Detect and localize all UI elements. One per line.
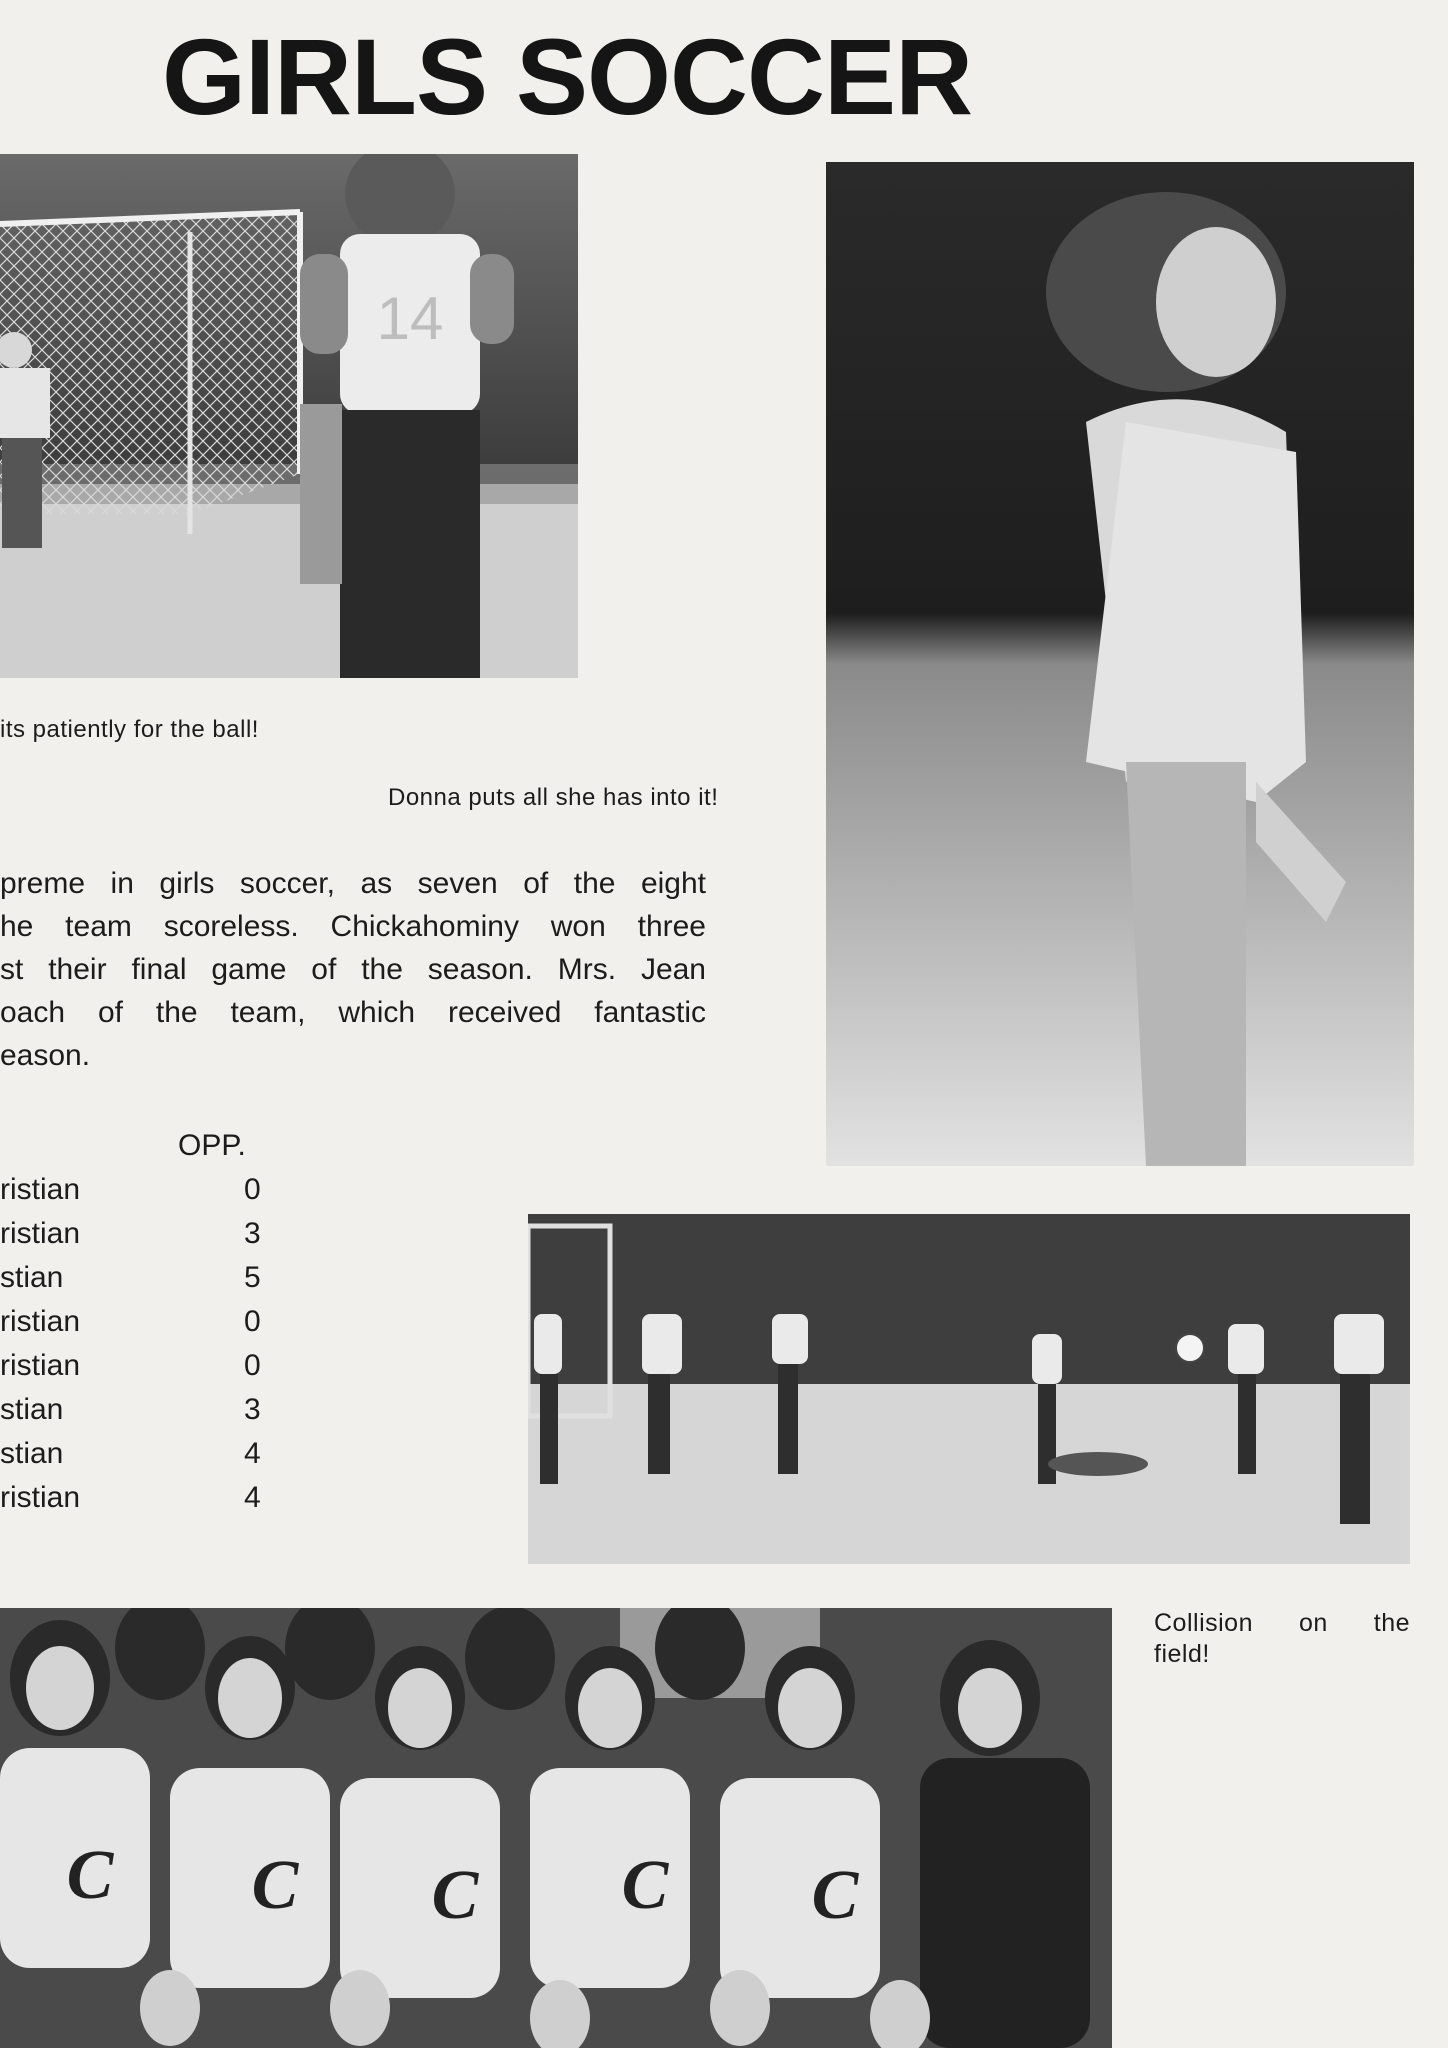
story-line: st their final game of the season. Mrs. Jean: [0, 953, 706, 986]
shirt-letter: C: [811, 1857, 859, 1934]
story-line: oach of the team, which received fantastic: [0, 996, 706, 1029]
story-line: preme in girls soccer, as seven of the eight: [0, 867, 706, 900]
opponent-name: ristian: [0, 1349, 81, 1382]
shirt-letter: C: [431, 1857, 479, 1934]
caption-goal-player: its patiently for the ball!: [0, 716, 259, 743]
story-line: eason.: [0, 1039, 91, 1072]
photo-goal-player: [0, 154, 578, 678]
opponent-score: 0: [244, 1305, 261, 1338]
opponent-score: 4: [244, 1437, 261, 1470]
opponent-name: stian: [0, 1261, 64, 1294]
opponent-score: 0: [244, 1173, 261, 1206]
caption-running-player: Donna puts all she has into it!: [388, 784, 719, 811]
opponent-score: 5: [244, 1261, 261, 1294]
shirt-letter: C: [621, 1847, 669, 1924]
photo-running-player: [826, 162, 1414, 1166]
opponent-name: ristian: [0, 1217, 81, 1250]
shirt-letter: C: [66, 1837, 114, 1914]
jersey-number: 14: [376, 285, 444, 352]
page-title: GIRLS SOCCER: [162, 16, 973, 137]
photo-field-collision: [528, 1214, 1410, 1564]
story-paragraph: [0, 862, 706, 1077]
score-header: OPP.: [178, 1129, 246, 1162]
caption-field-collision: Collision on the field!: [1154, 1609, 1410, 1669]
photo-team-portrait: [0, 1608, 1112, 2048]
shirt-letter: C: [251, 1847, 299, 1924]
opponent-score: 3: [244, 1217, 261, 1250]
opponent-name: stian: [0, 1393, 64, 1426]
opponent-name: ristian: [0, 1173, 81, 1206]
opponent-name: ristian: [0, 1481, 81, 1514]
opponent-score: 0: [244, 1349, 261, 1382]
story-line: he team scoreless. Chickahominy won three: [0, 910, 706, 943]
opponent-score: 4: [244, 1481, 261, 1514]
opponent-score: 3: [244, 1393, 261, 1426]
opponent-name: ristian: [0, 1305, 81, 1338]
opponent-name: stian: [0, 1437, 64, 1470]
